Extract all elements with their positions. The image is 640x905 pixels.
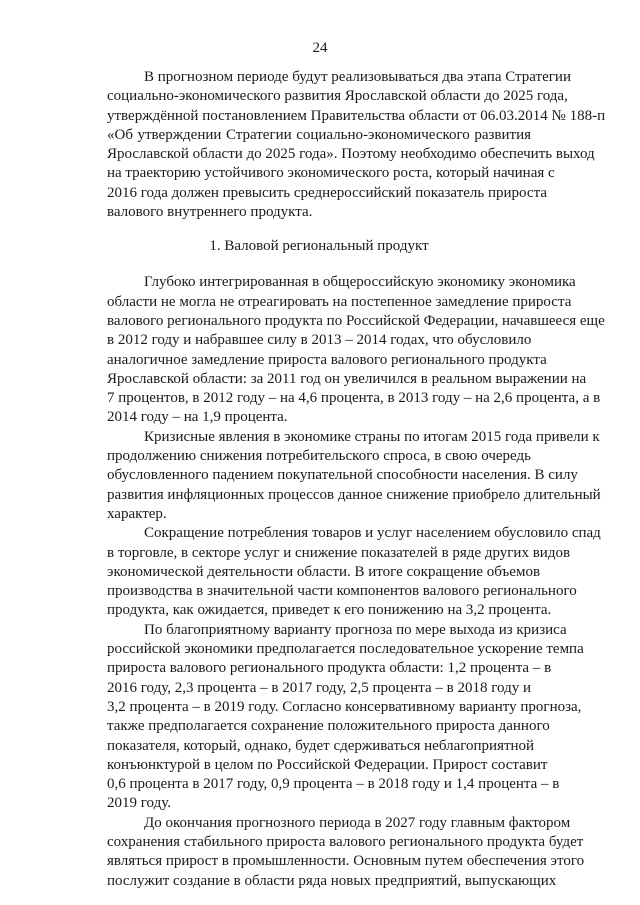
text-line: также предполагается сохранение положительного прироста данного (107, 718, 550, 735)
text-line: экономической деятельности области. В итоге сокращение объемов (107, 563, 541, 580)
text-line: производства в значительной части компонентов валового регионального (107, 583, 577, 600)
text-line: До окончания прогнозного периода в 2027 году главным фактором (144, 814, 571, 831)
intro-paragraph (107, 68, 606, 222)
text-line: продукта, как ожидается, приведет к его понижению на 3,2 процента. (107, 602, 552, 619)
text-line: валового регионального продукта по Российской Федерации, начавшееся еще (107, 312, 605, 329)
text-line: послужит создание в области ряда новых предприятий, выпускающих (107, 872, 557, 889)
text-line: 2016 году, 2,3 процента – в 2017 году, 2,5 процента – в 2018 году и (107, 679, 531, 696)
text-line: 2014 году – на 1,9 процента. (107, 409, 288, 426)
text-line: 3,2 процента – в 2019 году. Согласно консервативному варианту прогноза, (107, 698, 582, 715)
text-line: Ярославской области до 2025 года». Поэтому необходимо обеспечить выход (107, 146, 595, 163)
text-line: аналогичное замедление прироста валового регионального продукта (107, 351, 547, 368)
text-line: показателя, который, однако, будет сдерживаться неблагоприятной (107, 737, 535, 754)
page-number: 24 (312, 40, 328, 56)
paragraph-3 (107, 524, 601, 620)
text-line: обусловленного падением покупательной способности населения. В силу (107, 467, 578, 484)
text-line: 2019 году. (107, 795, 171, 812)
text-line: 0,6 процента в 2017 году, 0,9 процента – в 2018 году и 1,4 процента – в (107, 776, 560, 793)
text-line: на траекторию устойчивого экономического роста, который начиная с (107, 165, 555, 182)
text-line: российской экономики предполагается последовательное ускорение темпа (107, 641, 584, 658)
text-line: в 2012 году и набравшее силу в 2013 – 2014 годах, что обусловило (107, 332, 532, 349)
text-line: области не могла не отреагировать на постепенное замедление прироста (107, 293, 572, 310)
paragraph-4 (107, 621, 584, 814)
section-heading: 1. Валовой региональный продукт (209, 238, 429, 255)
text-line: 2016 года должен превысить среднероссийский показатель прироста (107, 184, 547, 201)
paragraph-2 (107, 428, 601, 524)
text-line: Ярославской области: за 2011 год он увеличился в реальном выражении на (107, 370, 587, 387)
text-line: сохранения стабильного прироста валового регионального продукта будет (107, 833, 584, 850)
text-line: продолжению снижения потребительского спроса, в свою очередь (107, 448, 531, 465)
paragraph-5 (107, 814, 585, 891)
text-line: «Об утверждении Стратегии социально-экономического развития (107, 126, 531, 143)
text-line: Сокращение потребления товаров и услуг населением обусловило спад (144, 525, 601, 542)
text-line: утверждённой постановлением Правительства области от 06.03.2014 № 188-п (107, 107, 606, 124)
text-line: Кризисные явления в экономике страны по итогам 2015 года привели к (144, 428, 600, 445)
text-line: являться прирост в промышленности. Основным путем обеспечения этого (107, 853, 585, 870)
text-line: По благоприятному варианту прогноза по мере выхода из кризиса (144, 621, 567, 638)
text-line: Глубоко интегрированная в общероссийскую экономику экономика (144, 274, 576, 291)
text-line: конъюнктурой в целом по Российской Федерации. Прирост составит (107, 756, 548, 773)
paragraph-1 (107, 273, 605, 427)
text-line: социально-экономического развития Ярославской области до 2025 года, (107, 88, 568, 105)
text-line: 7 процентов, в 2012 году – на 4,6 процента, в 2013 году – на 2,6 процента, а в (107, 390, 601, 407)
text-line: в торговле, в секторе услуг и снижение показателей в ряде других видов (107, 544, 571, 561)
text-line: прироста валового регионального продукта области: 1,2 процента – в (107, 660, 552, 677)
text-line: валового внутреннего продукта. (107, 204, 313, 221)
text-line: В прогнозном периоде будут реализовываться два этапа Стратегии (144, 69, 571, 85)
text-line: развития инфляционных процессов данное снижение приобрело длительный (107, 486, 601, 503)
text-line: характер. (107, 505, 167, 522)
document-body (107, 68, 606, 891)
